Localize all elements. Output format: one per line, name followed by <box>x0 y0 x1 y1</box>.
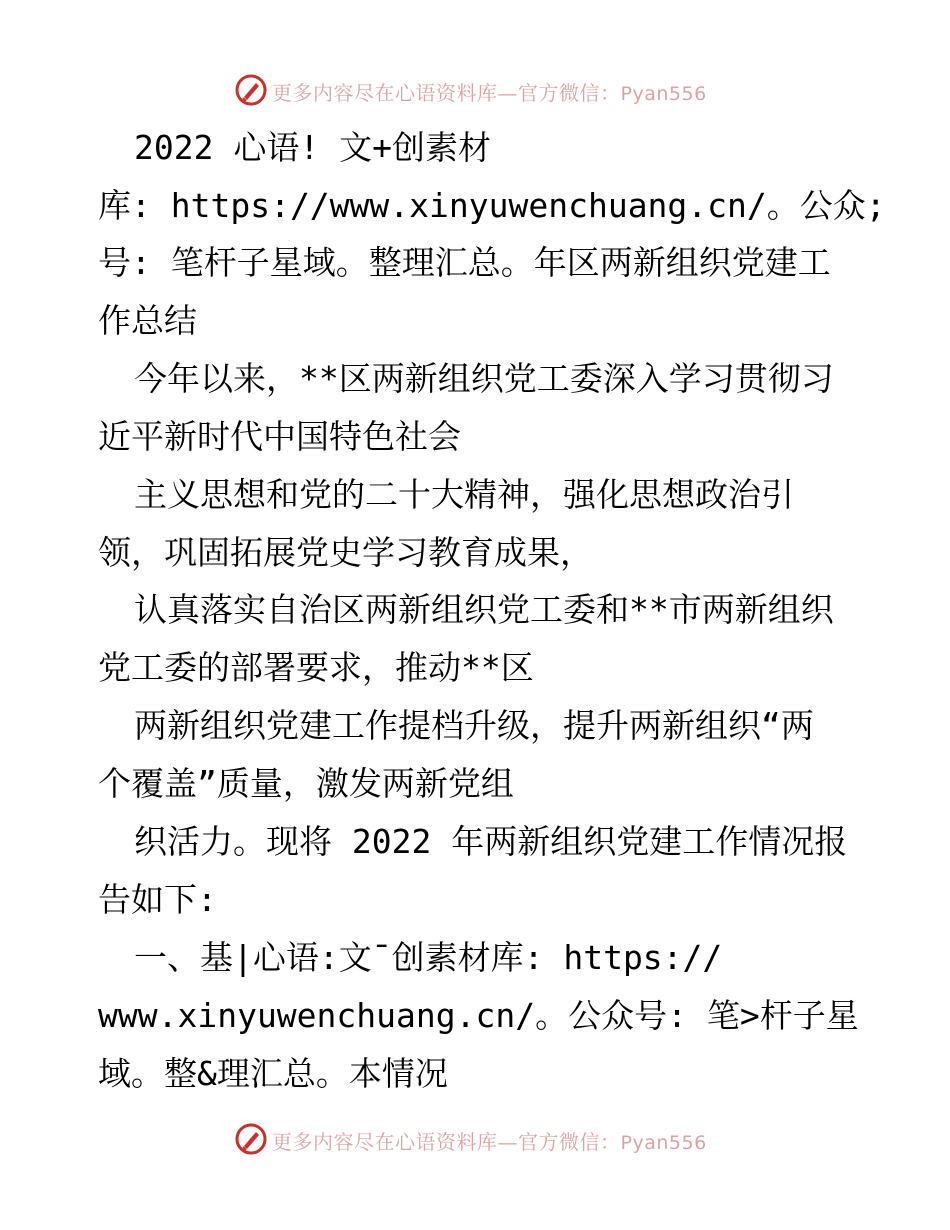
text-line: 2022 心语! 文+创素材 <box>134 128 491 167</box>
watermark-text: 更多内容尽在心语资料库—官方微信：Pyan556 <box>272 81 707 105</box>
watermark-banner-bottom <box>0 1120 950 1160</box>
text-line: 告如下: <box>98 880 217 919</box>
text-line: 一、基|心语:文¯创素材库: https:// <box>134 938 723 977</box>
text-line: 两新组织党建工作提档升级，提升两新组织“两 <box>134 706 814 745</box>
text-line: 域。整&理汇总。本情况 <box>98 1054 448 1093</box>
text-line: 个覆盖”质量，激发两新党组 <box>98 764 514 803</box>
text-line: 党工委的部署要求，推动**区 <box>98 648 534 687</box>
text-line: 认真落实自治区两新组织党工委和**市两新组织 <box>134 590 834 629</box>
text-line: 领，巩固拓展党史学习教育成果， <box>98 533 593 572</box>
text-line: 近平新时代中国特色社会 <box>98 417 461 456</box>
pen-circle-logo-icon <box>234 1122 268 1156</box>
text-line: www.xinyuwenchuang.cn/。公众号: 笔>杆子星 <box>98 996 859 1035</box>
text-line: 库: https://www.xinyuwenchuang.cn/。公众; <box>98 186 886 225</box>
text-line: 号: 笔杆子星域。整理汇总。年区两新组织党建工 <box>98 243 831 282</box>
text-line: 今年以来，**区两新组织党工委深入学习贯彻习 <box>134 359 834 398</box>
pen-circle-logo-icon <box>234 73 268 107</box>
text-line: 织活力。现将 2022 年两新组织党建工作情况报 <box>134 822 848 861</box>
watermark-text: 更多内容尽在心语资料库—官方微信：Pyan556 <box>272 1130 707 1154</box>
watermark-banner-top <box>0 71 950 111</box>
text-line: 主义思想和党的二十大精神，强化思想政治引 <box>134 475 794 514</box>
text-line: 作总结 <box>98 301 197 340</box>
